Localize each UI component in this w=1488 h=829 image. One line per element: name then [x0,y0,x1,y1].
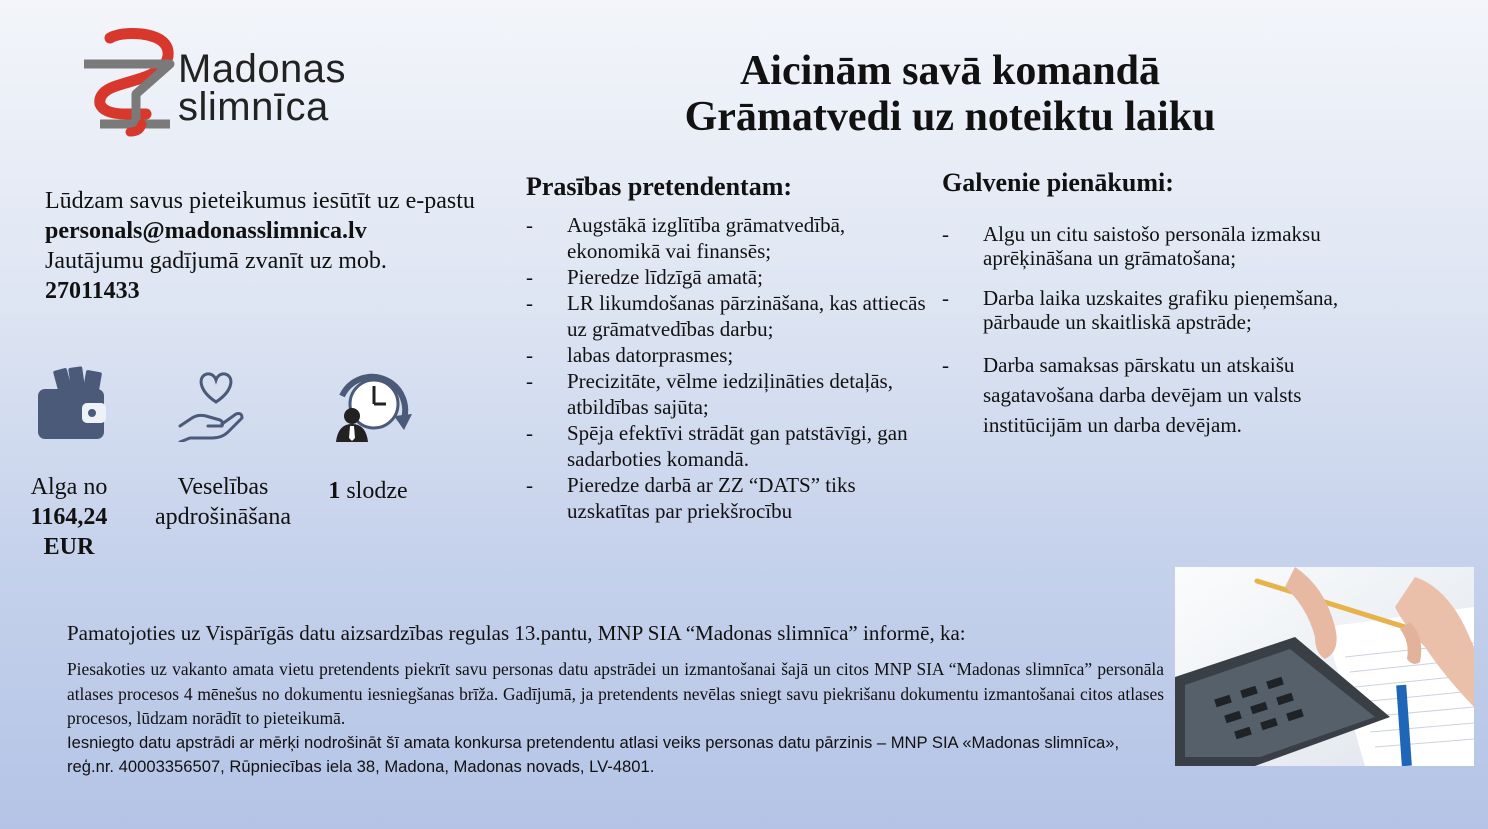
calculator-photo [1175,567,1474,766]
heart-hand-icon [176,370,246,442]
page-title [600,48,1300,140]
requirement-item: - Augstākā izglītība grāmatvedībā, ekonomikā vai finansēs; [526,212,936,264]
salary-prefix: Alga no [30,474,108,500]
duties-list [942,222,1372,456]
requirement-item: - Pieredze līdzīgā amatā; [526,264,936,290]
health-line-1: Veselības [177,474,269,500]
duty-item: - Algu un citu saistošo personāla izmaksu aprēķināšana un grāmatošana; [942,222,1372,270]
title-line-2: Grāmatvedi uz noteiktu laiku [684,94,1216,140]
requirement-item: - Pieredze darbā ar ZZ “DATS” tiks uzskatītas par priekšrocību [526,472,936,524]
health-line-2: apdrošināšana [155,504,291,530]
contact-info [45,186,515,306]
duty-item: - Darba samaksas pārskatu un atskaišu sagatavošana darba devējam un valsts institūcijām un darba devējam. [942,350,1372,440]
requirement-item: - labas datorprasmes; [526,342,936,368]
logo-line-2: slimnīca [178,85,329,129]
requirement-item: - LR likumdošanas pārzināšana, kas attiecās uz grāmatvedības darbu; [526,290,936,342]
duties-title: Galvenie pienākumi: [942,168,1174,197]
wallet-icon [36,365,108,441]
title-line-1: Aicinām savā komandā [739,48,1161,94]
workload-number: 1 [328,478,341,504]
contact-email[interactable]: personals@madonasslimnica.lv [45,218,367,244]
logo-line-1: Madonas [178,47,347,91]
requirements-title: Prasības pretendentam: [526,172,793,201]
gdpr-heading: Pamatojoties uz Vispārīgās datu aizsardzības regulas 13.pantu, MNP SIA “Madonas slimnīca” informē, ka: [67,621,966,645]
contact-phone[interactable]: 27011433 [45,278,140,304]
health-insurance-label [145,472,301,532]
salary-currency: EUR [43,534,95,560]
logo-wordmark [178,47,347,129]
requirement-item: - Precizitāte, vēlme iedziļināties detaļās, atbildības sajūta; [526,368,936,420]
salary-amount: 1164,24 [30,504,108,530]
duty-item: - Darba laika uzskaites grafiku pieņemšana, pārbaude un skaitliskā apstrāde; [942,286,1372,334]
gdpr-paragraph-1: Piesakoties uz vakanto amata vietu pretendents piekrīt savu personas datu apstrādei un izmantošanai šajā un citos MNP SIA “Madonas slimnīca” personāla atlases procesos 4 mēnešus no dokumentu iesniegšanas brīža. Gadījumā, ja pretendents nevēlas sniegt savu piekrišanu dokumentu izmantošanai citos atlases procesos, lūdzam norādīt to pieteikumā. [67,659,1164,728]
clock-person-icon [332,366,416,444]
gdpr-paragraph-2: Iesniegto datu apstrādi ar mērķi nodrošināt šī amata konkursa pretendentu atlasi veiks personas datu pārzinis – MNP SIA «Madonas slimnīca», reģ.nr. 40003356507, Rūpniecības iela 38, Madona, Madonas novads, LV-4801. [67,732,1120,776]
workload-label [320,476,416,506]
workload-text: slodze [340,478,408,504]
salary-label [22,472,116,562]
contact-line-1: Lūdzam savus pieteikumus iesūtīt uz e-pastu [45,188,475,214]
requirement-item: - Spēja efektīvi strādāt gan patstāvīgi, gan sadarboties komandā. [526,420,936,472]
gdpr-notice [67,657,1164,780]
requirements-list [526,212,936,524]
contact-line-3: Jautājumu gadījumā zvanīt uz mob. [45,248,387,274]
